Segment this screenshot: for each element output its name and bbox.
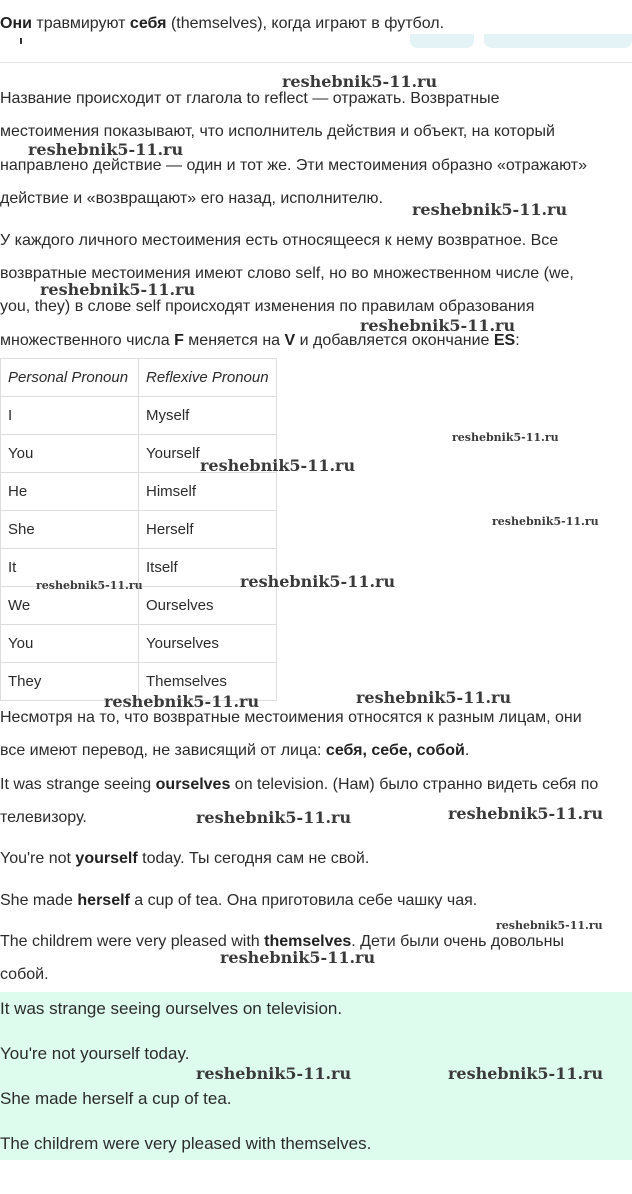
answer-line-1: It was strange seeing ourselves on television. bbox=[0, 999, 343, 1018]
watermark: reshebnik5-11.ru bbox=[282, 72, 438, 91]
reflexive-cell: Yourself bbox=[139, 435, 277, 473]
personal-cell: We bbox=[1, 587, 139, 625]
intro-pronoun: Они bbox=[0, 15, 32, 32]
intro-line bbox=[0, 14, 444, 34]
plural-line-3: you, they) в слове self происходят изменения по правилам образования bbox=[0, 298, 535, 315]
watermark: reshebnik5-11.ru bbox=[452, 431, 559, 444]
watermark: reshebnik5-11.ru bbox=[240, 572, 396, 591]
translation-forms: себя, себе, собой bbox=[325, 742, 465, 759]
watermark: reshebnik5-11.ru bbox=[360, 316, 516, 335]
example-translation: . Дети были очень довольны bbox=[351, 933, 564, 950]
example-3 bbox=[0, 891, 477, 911]
answer-line-2: You're not yourself today. bbox=[0, 1044, 190, 1063]
example-translation: today. Ты сегодня сам не свой. bbox=[137, 850, 370, 867]
table-row bbox=[1, 473, 277, 511]
watermark: reshebnik5-11.ru bbox=[28, 140, 184, 159]
plural-text-b: меняется на bbox=[183, 332, 285, 349]
translation-text: все имеют перевод, не зависящий от лица: bbox=[0, 742, 326, 759]
table-row bbox=[1, 511, 277, 549]
personal-cell: You bbox=[1, 435, 139, 473]
tab-pill-right bbox=[484, 34, 632, 48]
watermark: reshebnik5-11.ru bbox=[412, 200, 568, 219]
personal-cell: You bbox=[1, 625, 139, 663]
watermark: reshebnik5-11.ru bbox=[40, 280, 196, 299]
ending-es: ES bbox=[493, 332, 516, 349]
example-reflexive: yourself bbox=[75, 850, 138, 867]
watermark: reshebnik5-11.ru bbox=[36, 579, 143, 592]
plural-text-c: и добавляется окончание bbox=[295, 332, 494, 349]
answer-line-4: The childrem were very pleased with themselves. bbox=[0, 1134, 372, 1153]
plural-text-a: множественного числа bbox=[0, 332, 175, 349]
example-1 bbox=[0, 775, 598, 795]
watermark: reshebnik5-11.ru bbox=[104, 692, 260, 711]
intro-mid: травмируют bbox=[31, 15, 130, 32]
example-reflexive: ourselves bbox=[155, 776, 231, 793]
translation-line-1: Несмотря на то, что возвратные местоимения относятся к разным лицам, они bbox=[0, 709, 582, 726]
reflexive-cell: Themselves bbox=[139, 663, 277, 701]
answer-line-3: She made herself a cup of tea. bbox=[0, 1089, 232, 1108]
reflexive-cell: Himself bbox=[139, 473, 277, 511]
reflexive-cell: Herself bbox=[139, 511, 277, 549]
plural-line-1: У каждого личного местоимения есть относящееся к нему возвратное. Все bbox=[0, 232, 559, 249]
watermark: reshebnik5-11.ru bbox=[492, 515, 599, 528]
example-text: It was strange seeing bbox=[0, 776, 156, 793]
personal-cell: I bbox=[1, 397, 139, 435]
watermark: reshebnik5-11.ru bbox=[200, 456, 356, 475]
table-header-row bbox=[1, 359, 277, 397]
top-divider bbox=[0, 62, 632, 63]
watermark: reshebnik5-11.ru bbox=[496, 919, 603, 932]
personal-cell: It bbox=[1, 549, 139, 587]
watermark: reshebnik5-11.ru bbox=[448, 1064, 604, 1083]
header-reflexive: Reflexive Pronoun bbox=[139, 359, 277, 397]
personal-cell: She bbox=[1, 511, 139, 549]
origin-line-3: направлено действие — один и тот же. Эти местоимения образно «отражают» bbox=[0, 157, 588, 174]
watermark: reshebnik5-11.ru bbox=[196, 808, 352, 827]
origin-line-4: действие и «возвращают» его назад, исполнителю. bbox=[0, 190, 383, 207]
plural-line-2: возвратные местоимения имеют слово self, но во множественном числе (we, bbox=[0, 265, 574, 282]
example-2 bbox=[0, 849, 369, 869]
example-reflexive: themselves bbox=[264, 933, 352, 950]
translation-line-2 bbox=[0, 741, 469, 761]
tab-pill-left bbox=[410, 34, 474, 48]
header-personal: Personal Pronoun bbox=[1, 359, 139, 397]
example-text: You're not bbox=[0, 850, 76, 867]
origin-line-1: Название происходит от глагола to reflect — отражать. Возвратные bbox=[0, 90, 500, 107]
example-text: She made bbox=[0, 892, 78, 909]
cut-glyph-mark bbox=[20, 38, 22, 44]
personal-cell: They bbox=[1, 663, 139, 701]
table-row bbox=[1, 397, 277, 435]
intro-reflexive: себя bbox=[129, 15, 167, 32]
personal-cell: He bbox=[1, 473, 139, 511]
watermark: reshebnik5-11.ru bbox=[196, 1064, 352, 1083]
letter-f: F bbox=[174, 332, 184, 349]
top-strip bbox=[0, 0, 632, 60]
example-reflexive: herself bbox=[77, 892, 130, 909]
example-text: The childrem were very pleased with bbox=[0, 933, 265, 950]
example-translation: on television. (Нам) было странно видеть себя по bbox=[230, 776, 599, 793]
watermark: reshebnik5-11.ru bbox=[448, 804, 604, 823]
table-row bbox=[1, 587, 277, 625]
example-translation: a cup of tea. Она приготовила себе чашку чая. bbox=[129, 892, 478, 909]
origin-line-2: местоимения показывают, что исполнитель действия и объект, на который bbox=[0, 123, 555, 140]
reflexive-cell: Myself bbox=[139, 397, 277, 435]
reflexive-cell: Yourselves bbox=[139, 625, 277, 663]
watermark: reshebnik5-11.ru bbox=[220, 948, 376, 967]
reflexive-cell: Ourselves bbox=[139, 587, 277, 625]
table-row bbox=[1, 625, 277, 663]
letter-v: V bbox=[284, 332, 296, 349]
pronoun-table bbox=[0, 358, 277, 701]
reflexive-cell: Itself bbox=[139, 549, 277, 587]
translation-end: . bbox=[464, 742, 470, 759]
intro-rest: (themselves), когда играют в футбол. bbox=[166, 15, 445, 32]
example-4-continued: собой. bbox=[0, 966, 49, 983]
watermark: reshebnik5-11.ru bbox=[356, 688, 512, 707]
plural-text-d: : bbox=[515, 332, 520, 349]
example-1-continued: телевизору. bbox=[0, 809, 87, 826]
